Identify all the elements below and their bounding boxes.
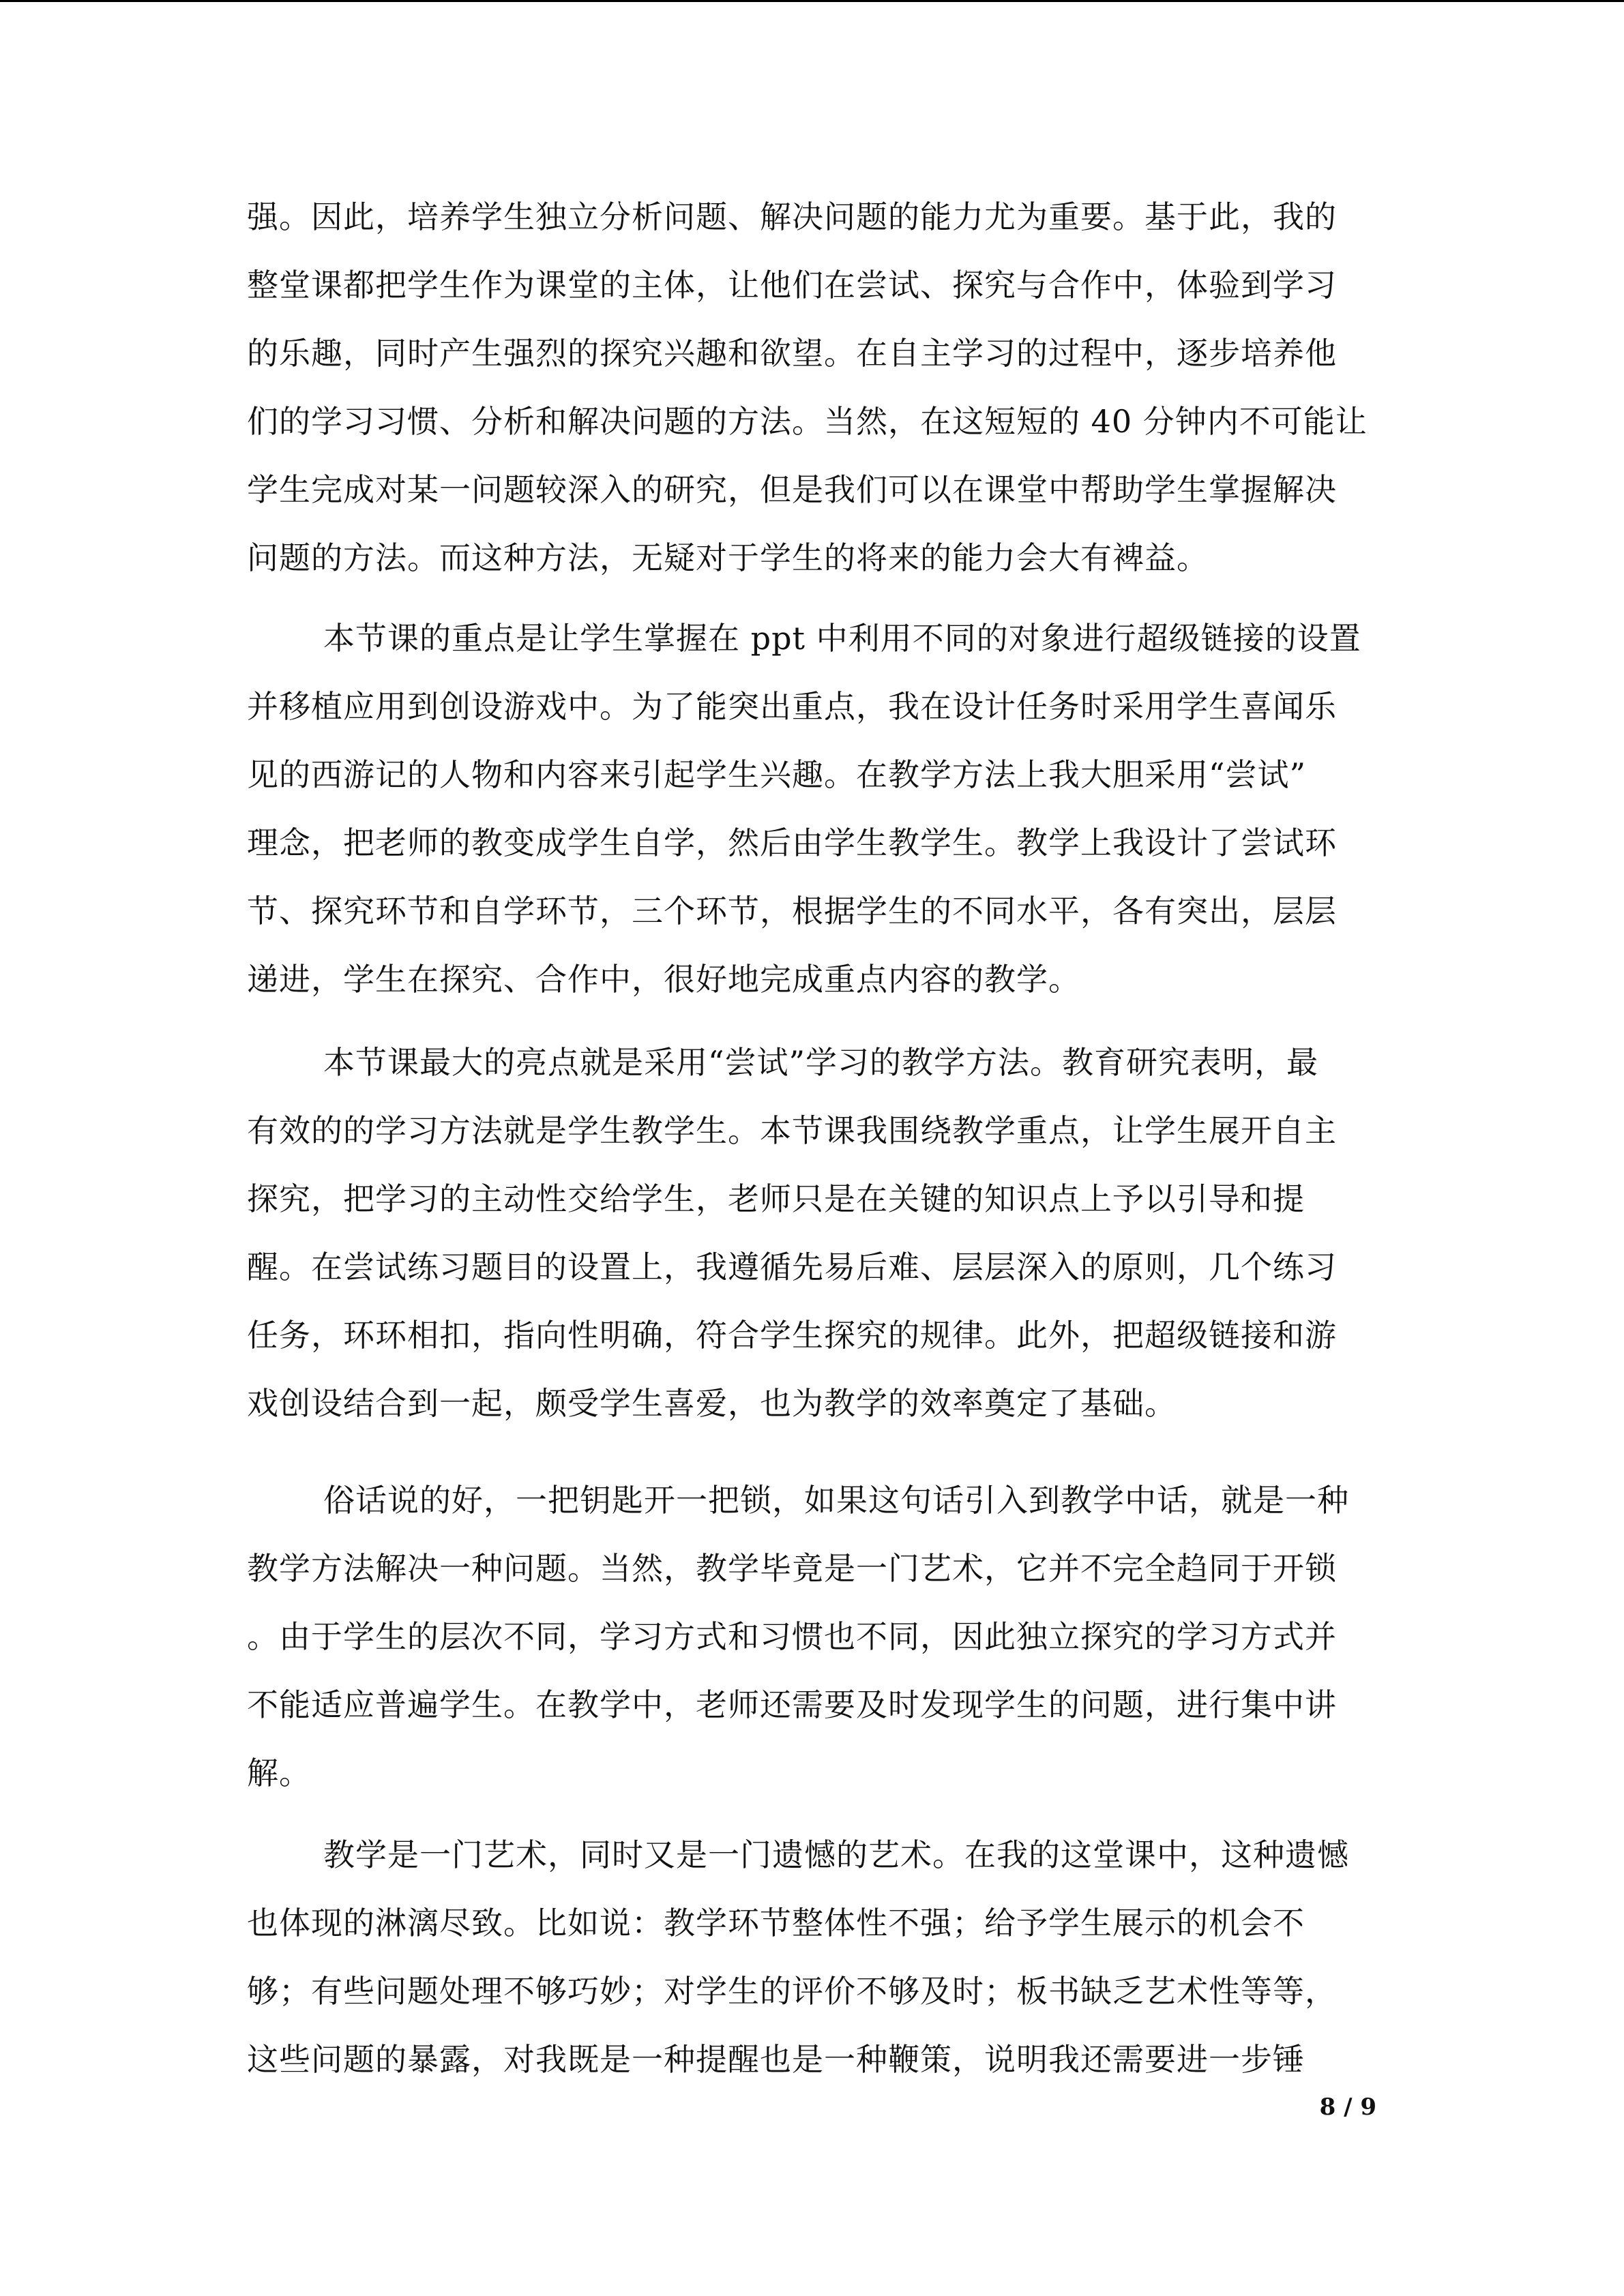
paragraph-4	[247, 1466, 1379, 1807]
text-line: 节、探究环节和自学环节，三个环节，根据学生的不同水平，各有突出，层层	[247, 893, 1337, 929]
paragraph-1	[247, 183, 1379, 592]
paragraph-2	[247, 604, 1379, 1013]
text-line: 理念，把老师的教变成学生自学，然后由学生教学生。教学上我设计了尝试环	[247, 824, 1337, 861]
text-line: 戏创设结合到一起，颇受学生喜爱，也为教学的效率奠定了基础。	[247, 1385, 1177, 1422]
text-line: 的乐趣，同时产生强烈的探究兴趣和欲望。在自主学习的过程中，逐步培养他	[247, 335, 1337, 372]
text-line: 这些问题的暴露，对我既是一种提醒也是一种鞭策，说明我还需要进一步锤	[247, 2041, 1305, 2078]
text-line: 们的学习习惯、分析和解决问题的方法。当然，在这短短的 40 分钟内不可能让	[247, 403, 1368, 440]
text-line: 见的西游记的人物和内容来引起学生兴趣。在教学方法上我大胆采用“尝试”	[247, 756, 1307, 793]
top-border-line	[0, 0, 1624, 2]
text-line: 递进，学生在探究、合作中，很好地完成重点内容的教学。	[247, 961, 1080, 998]
text-line: 本节课最大的亮点就是采用“尝试”学习的教学方法。教育研究表明，最	[323, 1044, 1319, 1081]
text-line: 探究，把学习的主动性交给学生，老师只是在关键的知识点上予以引导和提	[247, 1180, 1305, 1217]
text-line: 本节课的重点是让学生掌握在 ppt 中利用不同的对象进行超级链接的设置	[323, 620, 1361, 657]
text-line: 不能适应普遍学生。在教学中，老师还需要及时发现学生的问题，进行集中讲	[247, 1686, 1337, 1723]
text-line: 有效的的学习方法就是学生教学生。本节课我围绕教学重点，让学生展开自主	[247, 1112, 1337, 1149]
text-line: 整堂课都把学生作为课堂的主体，让他们在尝试、探究与合作中，体验到学习	[247, 267, 1337, 303]
text-line: 醒。在尝试练习题目的设置上，我遵循先易后难、层层深入的原则，几个练习	[247, 1249, 1337, 1285]
text-line: 。由于学生的层次不同，学习方式和习惯也不同，因此独立探究的学习方式并	[247, 1618, 1337, 1655]
paragraph-3	[247, 1028, 1379, 1437]
text-line: 学生完成对某一问题较深入的研究，但是我们可以在课堂中帮助学生掌握解决	[247, 471, 1337, 508]
text-line: 问题的方法。而这种方法，无疑对于学生的将来的能力会大有裨益。	[247, 539, 1209, 576]
document-body	[247, 183, 1379, 2093]
text-line: 解。	[247, 1755, 311, 1791]
paragraph-5	[247, 1821, 1379, 2093]
text-line: 够；有些问题处理不够巧妙；对学生的评价不够及时；板书缺乏艺术性等等，	[247, 1973, 1337, 2010]
text-line: 强。因此，培养学生独立分析问题、解决问题的能力尤为重要。基于此，我的	[247, 198, 1337, 235]
text-line: 任务，环环相扣，指向性明确，符合学生探究的规律。此外，把超级链接和游	[247, 1317, 1337, 1354]
text-line: 也体现的淋漓尽致。比如说：教学环节整体性不强；给予学生展示的机会不	[247, 1905, 1305, 1941]
page-number: 8 / 9	[1319, 2093, 1376, 2121]
text-line: 俗话说的好，一把钥匙开一把锁，如果这句话引入到教学中话，就是一种	[323, 1482, 1349, 1519]
text-line: 并移植应用到创设游戏中。为了能突出重点，我在设计任务时采用学生喜闻乐	[247, 688, 1337, 725]
text-line: 教学方法解决一种问题。当然，教学毕竟是一门艺术，它并不完全趋同于开锁	[247, 1550, 1337, 1587]
text-line: 教学是一门艺术，同时又是一门遗憾的艺术。在我的这堂课中，这种遗憾	[323, 1836, 1349, 1873]
